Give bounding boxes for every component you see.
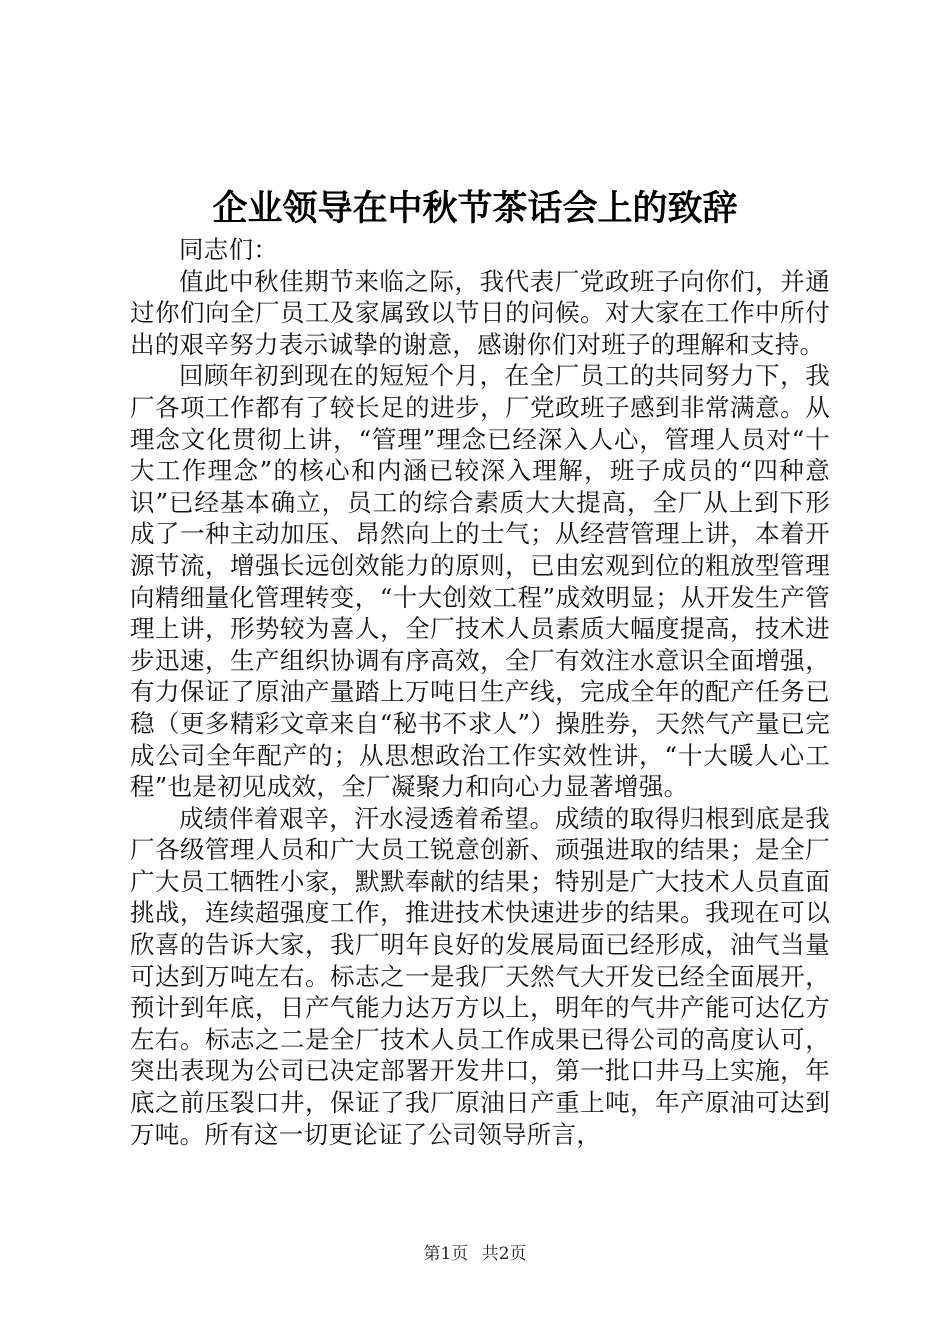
document-body xyxy=(130,234,830,1150)
paragraph: 值此中秋佳期节来临之际，我代表厂党政班子向你们，并通过你们向全厂员工及家属致以节日的问候。对大家在工作中所付出的艰辛努力表示诚挚的谢意，感谢你们对班子的理解和支持。 xyxy=(130,266,830,359)
document-title: 企业领导在中秋节茶话会上的致辞 xyxy=(212,188,738,229)
salutation: 同志们： xyxy=(179,235,279,264)
page-footer xyxy=(0,1243,950,1265)
paragraph: 回顾年初到现在的短短个月，在全厂员工的共同努力下，我厂各项工作都有了较长足的进步，厂党政班子感到非常满意。从理念文化贯彻上讲，“管理”理念已经深入人心，管理人员对“十大工作理念”的核心和内涵已较深入理解，班子成员的“四种意识”已经基本确立，员工的综合素质大大提高，全厂从上到下形成了一种主动加压、昂然向上的士气；从经营管理上讲，本着开源节流，增强长远创效能力的原则，已由宏观到位的粗放型管理向精细量化管理转变，“十大创效工程”成效明显；从开发生产管理上讲，形势较为喜人，全厂技术人员素质大幅度提高，技术进步迅速，生产组织协调有序高效，全厂有效注水意识全面增强，有力保证了原油产量踏上万吨日生产线，完成全年的配产任务已稳（更多精彩文章来自“秘书不求人”）操胜券，天然气产量已完成公司全年配产的；从思想政治工作实效性讲，“十大暖人心工程”也是初见成效，全厂凝聚力和向心力显著增强。 xyxy=(130,361,831,802)
page-number: 第1页 xyxy=(423,1244,469,1264)
paragraph: 成绩伴着艰辛，汗水浸透着希望。成绩的取得归根到底是我厂各级管理人员和广大员工锐意创新、顽强进取的结果；是全厂广大员工牺牲小家，默默奉献的结果；特别是广大技术人员直面挑战，连续超强度工作，推进技术快速进步的结果。我现在可以欣喜的告诉大家，我厂明年良好的发展局面已经形成，油气当量可达到万吨左右。标志之一是我厂天然气大开发已经全面展开，预计到年底，日产气能力达万方以上，明年的气井产能可达亿方左右。标志之二是全厂技术人员工作成果已得公司的高度认可，突出表现为公司已决定部署开发井口，第一批口井马上实施，年底之前压裂口井，保证了我厂原油日产重上吨，年产原油可达到万吨。所有这一切更论证了公司领导所言， xyxy=(130,803,830,1149)
page-total: 共2页 xyxy=(481,1244,527,1264)
